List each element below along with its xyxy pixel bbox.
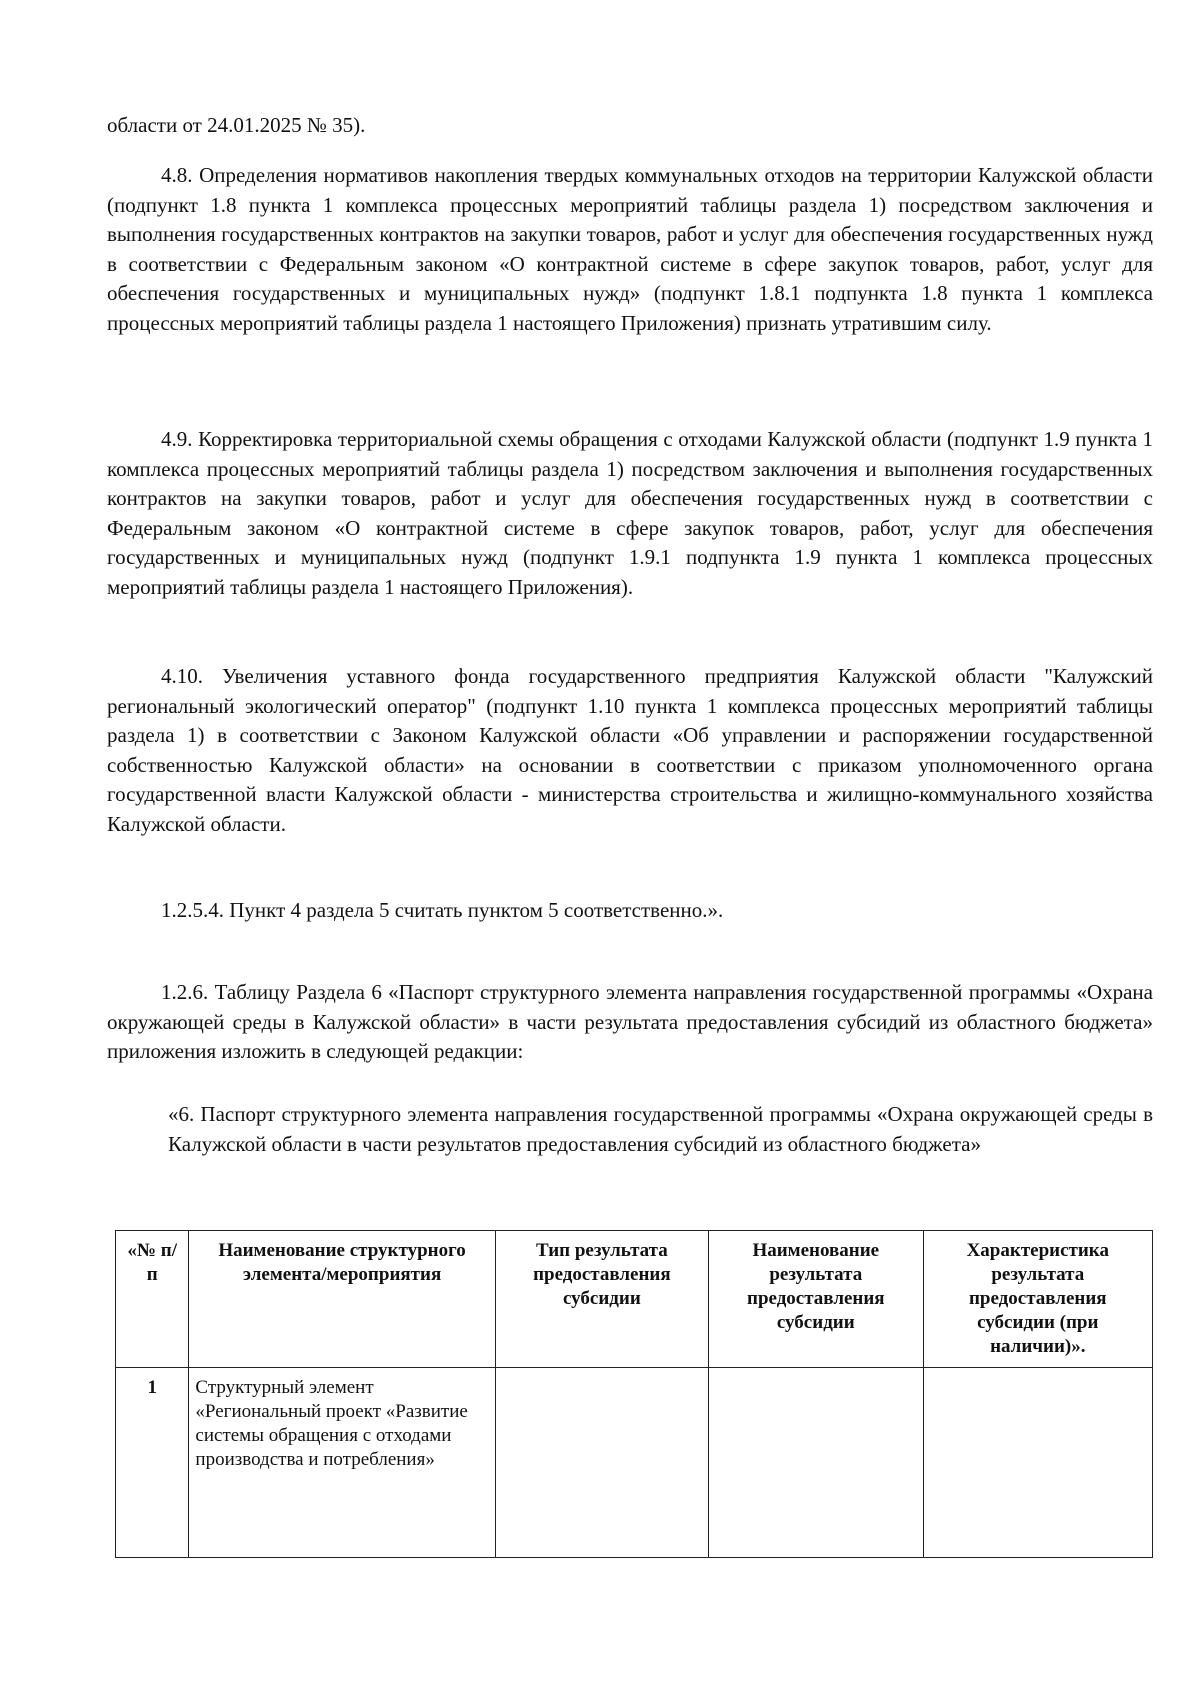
cell-element-name: Структурный элемент «Региональный проект «Развитие системы обращения с отходами производства и потребления»: [189, 1368, 495, 1558]
cell-number: 1: [116, 1368, 189, 1558]
paragraph-4-10: 4.10. Увеличения уставного фонда государственного предприятия Калужской области "Калужский региональный экологический оператор" (подпункт 1.10 пункта 1 комплекса процессных мероприятий таблицы раздела 1) в соответствии с Законом Калужской области «Об управлении и распоряжении государственной собственностью Калужской области» на основании в соответствии с приказом уполномоченного органа государственной власти Калужской области - министерства строительства и жилищно-коммунального хозяйства Калужской области.: [107, 664, 1153, 836]
header-result-type: Тип результата предоставления субсидии: [495, 1231, 708, 1368]
paragraph-4-9: 4.9. Корректировка территориальной схемы обращения с отходами Калужской области (подпункт 1.9 пункта 1 комплекса процессных мероприятий таблицы раздела 1) посредством заключения и выполнения государственных контрактов на закупки товаров, работ и услуг для обеспечения государственных нужд в соответствии с Федеральным законом «О контрактной системе в сфере закупок товаров, работ, услуг для обеспечения государственных и муниципальных нужд (подпункт 1.9.1 подпункта 1.9 пункта 1 комплекса процессных мероприятий таблицы раздела 1 настоящего Приложения).: [107, 427, 1153, 599]
table-row: [116, 1368, 1153, 1558]
header-result-name: Наименование результата предоставления субсидии: [709, 1231, 924, 1368]
table-header-row: [116, 1231, 1153, 1368]
header-number: «№ п/п: [116, 1231, 189, 1368]
continuation-paragraph: области от 24.01.2025 № 35).: [107, 113, 366, 137]
paragraph-4-8: 4.8. Определения нормативов накопления твердых коммунальных отходов на территории Калужской области (подпункт 1.8 пункта 1 комплекса процессных мероприятий таблицы раздела 1) посредством заключения и выполнения государственных контрактов на закупки товаров, работ и услуг для обеспечения государственных нужд в соответствии с Федеральным законом «О контрактной системе в сфере закупок товаров, работ, услуг для обеспечения государственных и муниципальных нужд» (подпункт 1.8.1 подпункта 1.8 пункта 1 комплекса процессных мероприятий таблицы раздела 1 настоящего Приложения) признать утратившим силу.: [107, 163, 1153, 335]
paragraph-1-2-5-4: 1.2.5.4. Пункт 4 раздела 5 считать пунктом 5 соответственно.».: [161, 898, 724, 922]
cell-result-characteristic: [923, 1368, 1152, 1558]
paragraph-1-2-6: 1.2.6. Таблицу Раздела 6 «Паспорт структурного элемента направления государственной программы «Охрана окружающей среды в Калужской области» в части результата предоставления субсидий из областного бюджета» приложения изложить в следующей редакции:: [107, 980, 1153, 1063]
header-result-characteristic: Характеристика результата предоставления субсидии (при наличии)».: [923, 1231, 1152, 1368]
paragraph-section-6-title: «6. Паспорт структурного элемента направления государственной программы «Охрана окружающей среды в Калужской области в части результатов предоставления субсидий из областного бюджета»: [168, 1102, 1153, 1156]
subsidy-results-table: [115, 1230, 1153, 1558]
cell-result-type: [495, 1368, 708, 1558]
header-element-name: Наименование структурного элемента/мероприятия: [189, 1231, 495, 1368]
cell-result-name: [709, 1368, 924, 1558]
